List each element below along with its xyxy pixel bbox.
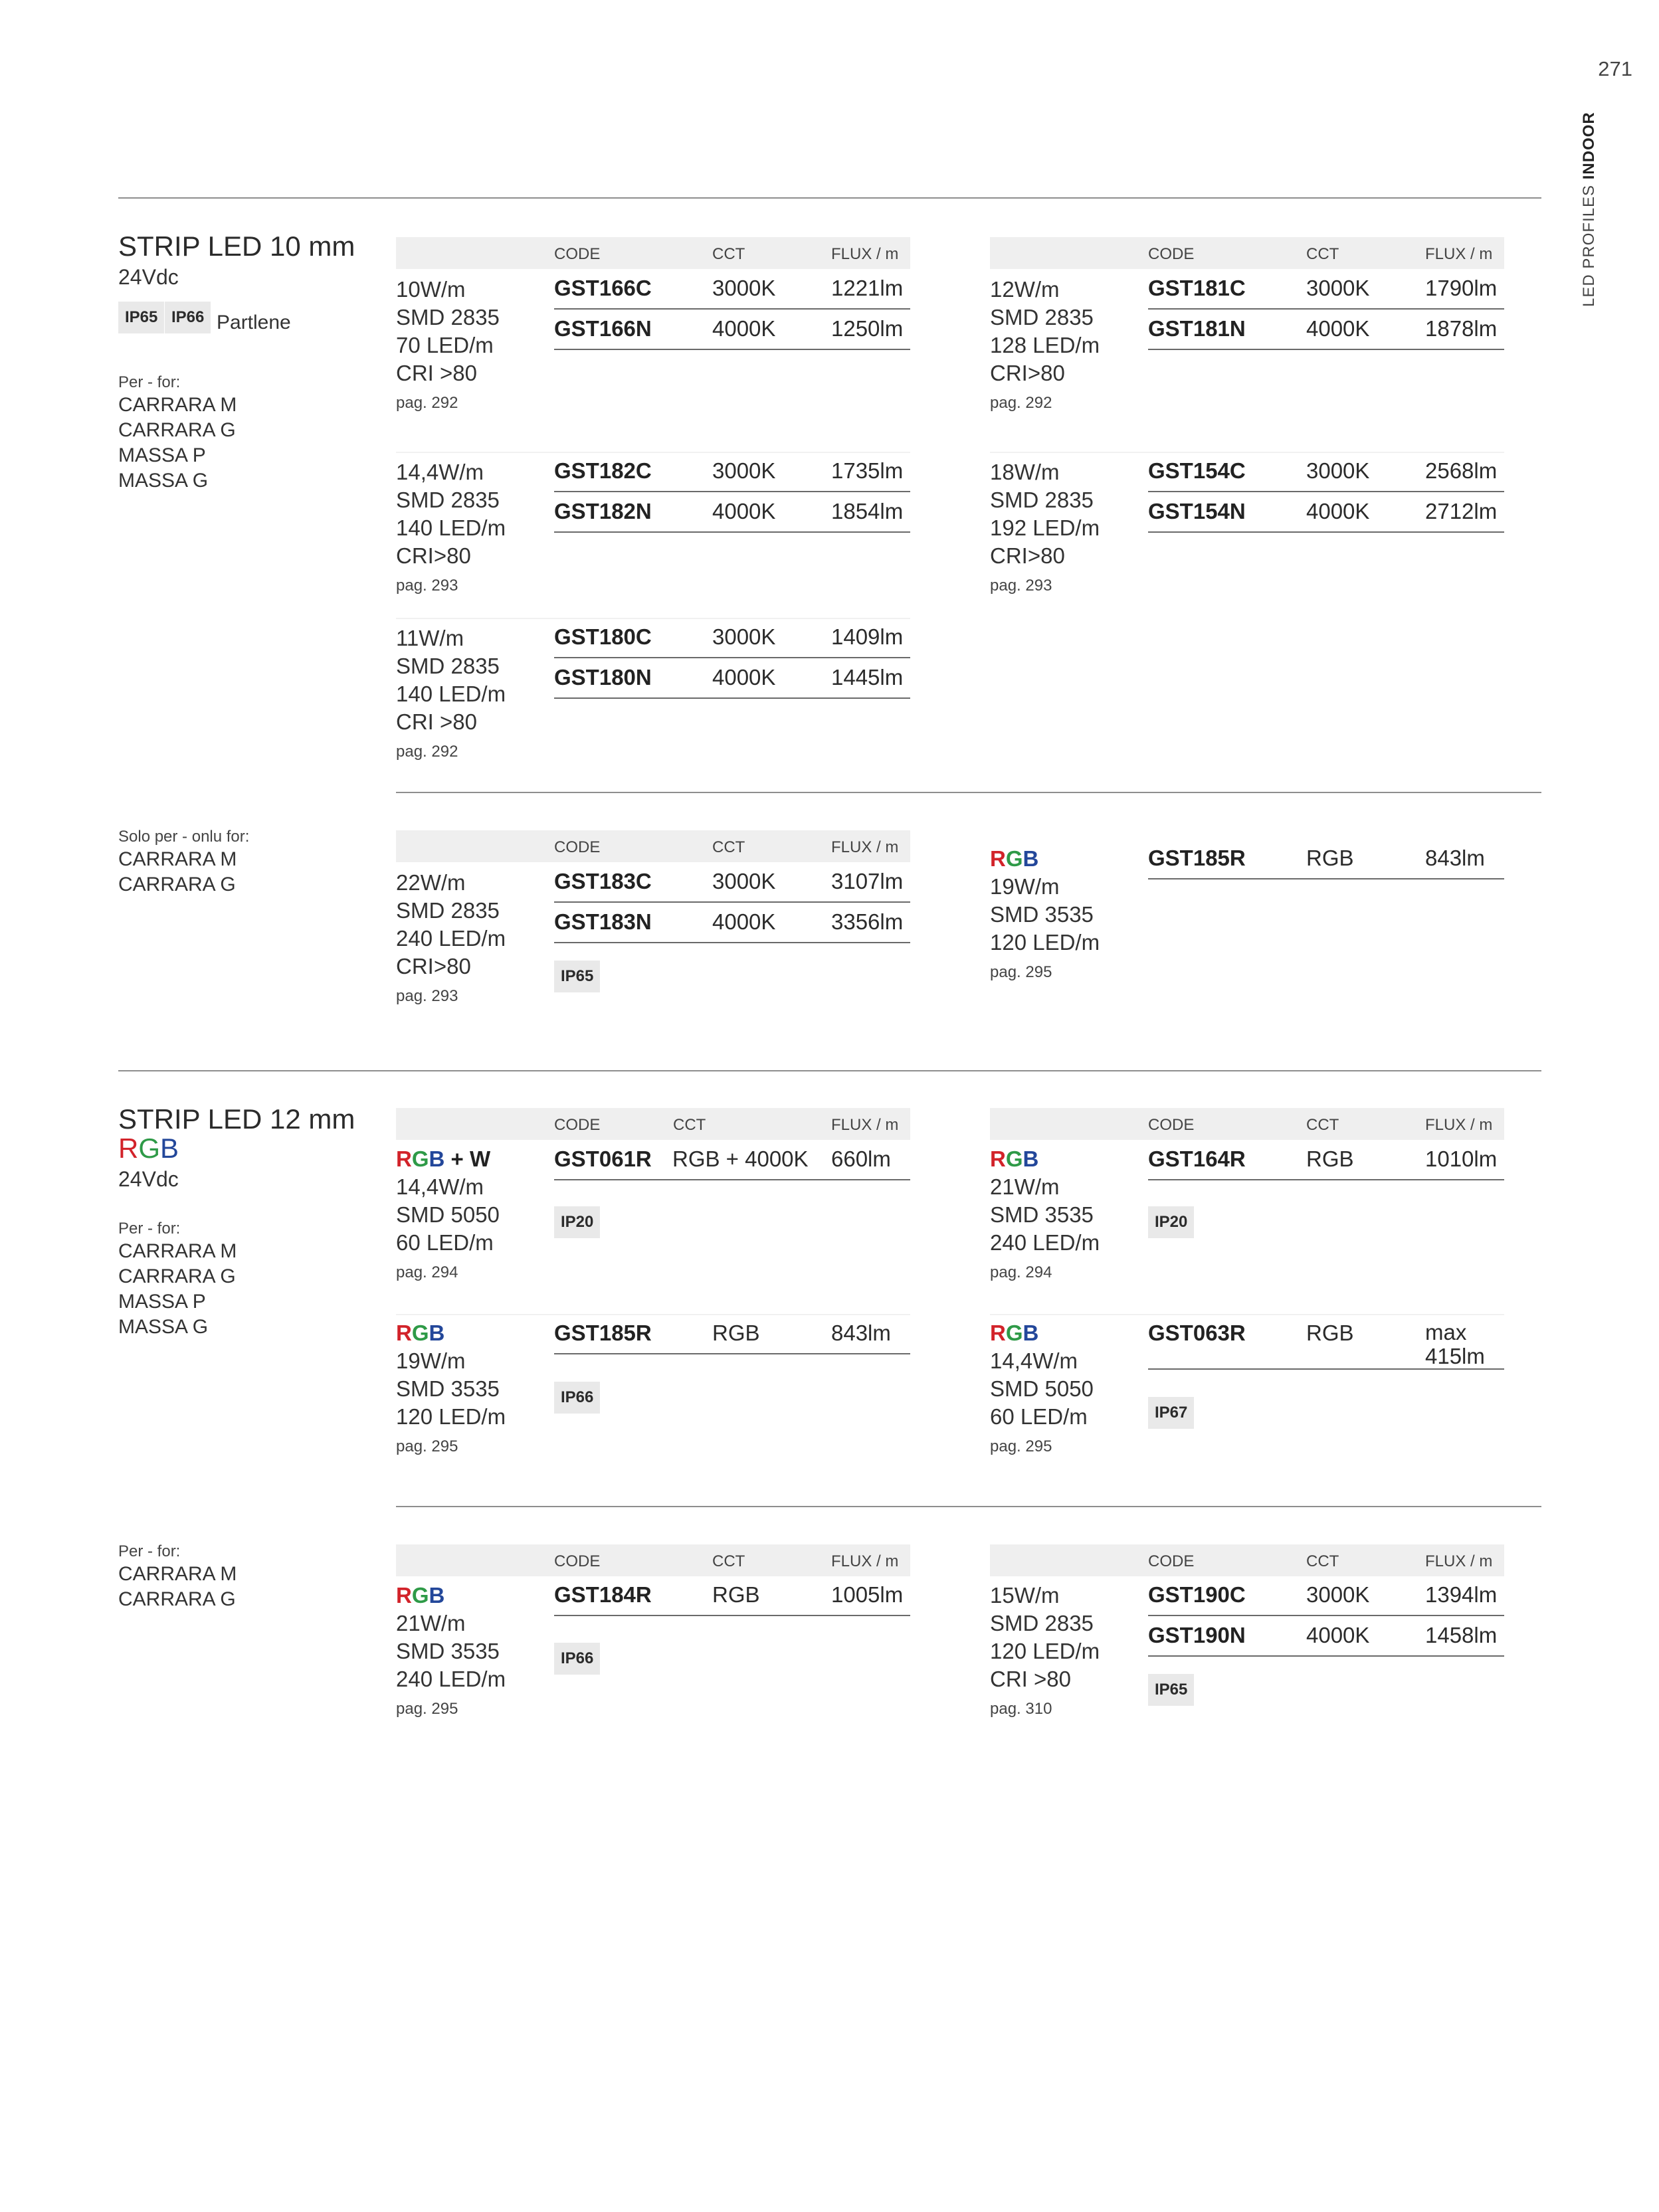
spec-line: 14,4W/m <box>396 460 484 484</box>
spec-line: 240 LED/m <box>990 1230 1100 1255</box>
spec-line: 15W/m <box>990 1583 1060 1608</box>
table-row <box>554 862 910 903</box>
spec-line: SMD 3535 <box>396 1376 500 1401</box>
model-item: CARRARA M <box>118 394 237 416</box>
badge-note: Partlene <box>217 312 291 333</box>
table-row <box>554 1314 910 1354</box>
product-code: GST154N <box>1148 499 1246 523</box>
table-row <box>554 1140 910 1180</box>
spec-block <box>396 624 549 760</box>
cct-value: 3000K <box>712 276 776 300</box>
rgb-label: RGB <box>990 1147 1039 1171</box>
header-code: CODE <box>1148 1552 1195 1570</box>
spec-line: 19W/m <box>396 1348 466 1373</box>
spec-block <box>990 458 1143 594</box>
flux-value: 1250lm <box>831 316 904 341</box>
flux-value: 1458lm <box>1425 1623 1498 1647</box>
flux-value: 1010lm <box>1425 1147 1498 1171</box>
flux-value: 1409lm <box>831 624 904 649</box>
product-code: GST182N <box>554 499 652 523</box>
page-reference: pag. 293 <box>396 577 458 595</box>
spec-line: 70 LED/m <box>396 333 494 357</box>
flux-value: 3107lm <box>831 869 904 893</box>
table-row <box>554 492 910 533</box>
ip-badge: IP66 <box>554 1643 600 1675</box>
cct-value: 4000K <box>1306 499 1370 523</box>
product-code: GST190N <box>1148 1623 1246 1647</box>
spec-line: SMD 5050 <box>990 1376 1094 1401</box>
header-code: CODE <box>554 1116 601 1134</box>
page-reference: pag. 295 <box>396 1700 458 1718</box>
table-header <box>990 237 1504 269</box>
page-reference: pag. 295 <box>396 1437 458 1455</box>
for-label: Solo per - onlu for: <box>118 828 250 846</box>
ip-badge: IP65 <box>118 302 164 333</box>
spec-line: 120 LED/m <box>990 1639 1100 1663</box>
spec-block <box>396 276 549 411</box>
table-row <box>1148 1616 1504 1657</box>
rgb-extra: + W <box>450 1147 491 1171</box>
header-flux: FLUX / m <box>1425 1116 1493 1134</box>
spec-line: SMD 3535 <box>990 902 1094 927</box>
page-reference: pag. 310 <box>990 1700 1052 1718</box>
spec-block <box>990 845 1143 980</box>
cct-value: 4000K <box>712 316 776 341</box>
flux-line: 415lm <box>1425 1344 1485 1368</box>
cct-value: 3000K <box>712 869 776 893</box>
flux-value: 843lm <box>831 1321 891 1345</box>
spec-line: 240 LED/m <box>396 1667 506 1691</box>
spec-line: 18W/m <box>990 460 1060 484</box>
product-code: GST185R <box>1148 846 1246 870</box>
spec-line: SMD 2835 <box>990 1611 1094 1635</box>
table-row <box>1148 1314 1504 1370</box>
spec-line: 19W/m <box>990 874 1060 899</box>
rgb-label: RGB <box>396 1321 445 1345</box>
cct-value: RGB <box>1306 1321 1354 1345</box>
flux-value: 1221lm <box>831 276 904 300</box>
spec-line: 11W/m <box>396 626 464 650</box>
rgb-label: RGB + W <box>396 1147 491 1171</box>
table-header <box>396 1544 910 1576</box>
product-code: GST185R <box>554 1321 652 1345</box>
table-row <box>554 658 910 699</box>
spec-line: SMD 2835 <box>990 488 1094 512</box>
model-list <box>118 1239 237 1340</box>
product-code: GST061R <box>554 1147 652 1171</box>
page-reference: pag. 295 <box>990 1437 1052 1455</box>
page-reference: pag. 295 <box>990 963 1052 981</box>
spec-line: 21W/m <box>396 1611 466 1635</box>
spec-line: 22W/m <box>396 870 466 895</box>
header-cct: CCT <box>1306 1552 1339 1570</box>
spec-line: CRI >80 <box>990 1667 1071 1691</box>
spec-line: SMD 2835 <box>396 898 500 923</box>
page-number: 271 <box>1598 57 1632 80</box>
header-cct: CCT <box>1306 1116 1339 1134</box>
spec-line: 140 LED/m <box>396 682 506 706</box>
section-title: STRIP LED 10 mm <box>118 230 355 262</box>
header-code: CODE <box>554 1552 601 1570</box>
product-code: GST166N <box>554 316 652 341</box>
flux-value: 1735lm <box>831 458 904 483</box>
model-item: MASSA P <box>118 1291 206 1313</box>
cct-value: 3000K <box>1306 276 1370 300</box>
divider <box>118 197 1541 199</box>
header-cct: CCT <box>712 838 745 856</box>
flux-line: max <box>1425 1320 1467 1344</box>
table-row <box>554 310 910 350</box>
table-row <box>554 903 910 943</box>
model-item: CARRARA M <box>118 848 237 870</box>
spec-block <box>396 1582 549 1717</box>
header-code: CODE <box>554 245 601 263</box>
table-row <box>1148 839 1504 879</box>
spec-line: SMD 2835 <box>396 305 500 329</box>
cct-value: 4000K <box>712 665 776 690</box>
spec-line: 10W/m <box>396 277 466 302</box>
cct-value: 4000K <box>712 909 776 934</box>
header-cct: CCT <box>673 1116 706 1134</box>
model-list <box>118 1562 237 1612</box>
flux-value: 1790lm <box>1425 276 1498 300</box>
spec-line: CRI>80 <box>396 954 471 978</box>
table-row <box>554 452 910 492</box>
spec-line: 240 LED/m <box>396 926 506 951</box>
spec-line: 140 LED/m <box>396 515 506 540</box>
section-title: STRIP LED 12 mm <box>118 1103 355 1135</box>
flux-value: 843lm <box>1425 846 1485 870</box>
side-section-label <box>1580 108 1599 307</box>
spec-block <box>396 458 549 594</box>
header-cct: CCT <box>712 245 745 263</box>
rgb-label: RGB <box>990 1321 1039 1345</box>
divider <box>396 1506 1541 1507</box>
product-code: GST182C <box>554 458 652 483</box>
spec-line: 21W/m <box>990 1174 1060 1199</box>
model-item: MASSA P <box>118 444 206 466</box>
table-header <box>396 830 910 862</box>
spec-line: SMD 5050 <box>396 1202 500 1227</box>
spec-line: CRI>80 <box>396 543 471 568</box>
spec-line: SMD 3535 <box>990 1202 1094 1227</box>
product-code: GST154C <box>1148 458 1246 483</box>
table-header <box>990 1108 1504 1140</box>
table-row <box>1148 310 1504 350</box>
cct-value: RGB <box>712 1582 760 1607</box>
header-flux: FLUX / m <box>831 1552 899 1570</box>
header-code: CODE <box>1148 245 1195 263</box>
divider <box>118 1070 1541 1071</box>
spec-line: 120 LED/m <box>990 930 1100 955</box>
spec-block <box>396 1145 549 1281</box>
table-row <box>1148 1576 1504 1616</box>
side-label-bold: INDOOR <box>1580 112 1598 180</box>
header-flux: FLUX / m <box>1425 1552 1493 1570</box>
spec-line: 14,4W/m <box>990 1348 1078 1373</box>
side-label-prefix: LED PROFILES <box>1580 184 1598 307</box>
cct-value: 3000K <box>712 458 776 483</box>
model-item: MASSA G <box>118 470 209 492</box>
spec-block <box>990 276 1143 411</box>
model-list <box>118 393 237 494</box>
flux-value: 1394lm <box>1425 1582 1498 1607</box>
ip-badge: IP67 <box>1148 1397 1194 1429</box>
product-code: GST190C <box>1148 1582 1246 1607</box>
cct-value: 4000K <box>1306 1623 1370 1647</box>
spec-block <box>396 869 549 1004</box>
spec-line: CRI>80 <box>990 361 1065 385</box>
table-header <box>396 237 910 269</box>
spec-line: 14,4W/m <box>396 1174 484 1199</box>
section-rgb-label: RGB <box>118 1133 179 1164</box>
header-flux: FLUX / m <box>831 838 899 856</box>
for-label: Per - for: <box>118 1220 181 1238</box>
cct-value: 4000K <box>1306 316 1370 341</box>
header-flux: FLUX / m <box>831 245 899 263</box>
product-code: GST166C <box>554 276 652 300</box>
table-header <box>396 1108 910 1140</box>
model-list <box>118 847 237 897</box>
page-reference: pag. 292 <box>396 743 458 761</box>
model-item: CARRARA M <box>118 1240 237 1262</box>
header-flux: FLUX / m <box>831 1116 899 1134</box>
rgb-label: RGB <box>396 1583 445 1608</box>
header-code: CODE <box>554 838 601 856</box>
cct-value: 3000K <box>1306 458 1370 483</box>
product-code: GST180C <box>554 624 652 649</box>
flux-value: 2712lm <box>1425 499 1498 523</box>
ip-badge: IP66 <box>554 1382 600 1414</box>
spec-block <box>396 1319 549 1455</box>
model-item: CARRARA G <box>118 874 236 895</box>
table-row <box>554 618 910 658</box>
table-row <box>1148 1140 1504 1180</box>
model-item: CARRARA G <box>118 1588 236 1610</box>
page-reference: pag. 292 <box>396 394 458 412</box>
header-code: CODE <box>1148 1116 1195 1134</box>
spec-line: 120 LED/m <box>396 1404 506 1429</box>
product-code: GST181C <box>1148 276 1246 300</box>
flux-value: 1445lm <box>831 665 904 690</box>
cct-value: RGB + 4000K <box>672 1147 809 1171</box>
for-label: Per - for: <box>118 1542 181 1560</box>
table-row <box>554 1576 910 1616</box>
voltage-label: 24Vdc <box>118 1167 179 1191</box>
product-code: GST164R <box>1148 1147 1246 1171</box>
page-reference: pag. 293 <box>396 987 458 1005</box>
flux-value: 3356lm <box>831 909 904 934</box>
model-item: CARRARA M <box>118 1563 237 1585</box>
spec-line: 60 LED/m <box>990 1404 1088 1429</box>
rgb-label: RGB <box>990 846 1039 871</box>
spec-block <box>990 1319 1143 1455</box>
product-code: GST183C <box>554 869 652 893</box>
spec-line: CRI>80 <box>990 543 1065 568</box>
ip-badge: IP66 <box>165 302 211 333</box>
table-row <box>1148 269 1504 310</box>
page-reference: pag. 294 <box>990 1263 1052 1281</box>
table-header <box>990 1544 1504 1576</box>
spec-line: 12W/m <box>990 277 1060 302</box>
spec-block <box>990 1582 1143 1717</box>
spec-line: 60 LED/m <box>396 1230 494 1255</box>
header-cct: CCT <box>712 1552 745 1570</box>
table-row <box>1148 452 1504 492</box>
model-item: MASSA G <box>118 1316 209 1338</box>
spec-line: 128 LED/m <box>990 333 1100 357</box>
flux-value: 2568lm <box>1425 458 1498 483</box>
cct-value: RGB <box>1306 846 1354 870</box>
ip-badge: IP20 <box>1148 1206 1194 1238</box>
header-flux: FLUX / m <box>1425 245 1493 263</box>
header-cct: CCT <box>1306 245 1339 263</box>
voltage-label: 24Vdc <box>118 265 179 289</box>
ip-badge: IP65 <box>554 961 600 992</box>
table-row <box>1148 492 1504 533</box>
flux-value: 1878lm <box>1425 316 1498 341</box>
cct-value: RGB <box>1306 1147 1354 1171</box>
flux-value: 660lm <box>831 1147 891 1171</box>
spec-line: CRI >80 <box>396 361 477 385</box>
spec-line: SMD 2835 <box>990 305 1094 329</box>
spec-line: CRI >80 <box>396 709 477 734</box>
flux-value: 1005lm <box>831 1582 904 1607</box>
spec-line: SMD 3535 <box>396 1639 500 1663</box>
model-item: CARRARA G <box>118 1265 236 1287</box>
product-code: GST183N <box>554 909 652 934</box>
ip-badge: IP65 <box>1148 1674 1194 1706</box>
flux-value <box>1425 1321 1485 1368</box>
cct-value: 3000K <box>712 624 776 649</box>
divider <box>396 792 1541 793</box>
product-code: GST184R <box>554 1582 652 1607</box>
spec-block <box>990 1145 1143 1281</box>
page-reference: pag. 292 <box>990 394 1052 412</box>
cct-value: 4000K <box>712 499 776 523</box>
product-code: GST180N <box>554 665 652 690</box>
flux-value: 1854lm <box>831 499 904 523</box>
spec-line: SMD 2835 <box>396 488 500 512</box>
page-reference: pag. 294 <box>396 1263 458 1281</box>
for-label: Per - for: <box>118 373 181 391</box>
cct-value: RGB <box>712 1321 760 1345</box>
spec-line: 192 LED/m <box>990 515 1100 540</box>
model-item: CARRARA G <box>118 419 236 441</box>
ip-badge: IP20 <box>554 1206 600 1238</box>
table-row <box>554 269 910 310</box>
product-code: GST181N <box>1148 316 1246 341</box>
cct-value: 3000K <box>1306 1582 1370 1607</box>
product-code: GST063R <box>1148 1321 1246 1345</box>
spec-line: SMD 2835 <box>396 654 500 678</box>
page-reference: pag. 293 <box>990 577 1052 595</box>
